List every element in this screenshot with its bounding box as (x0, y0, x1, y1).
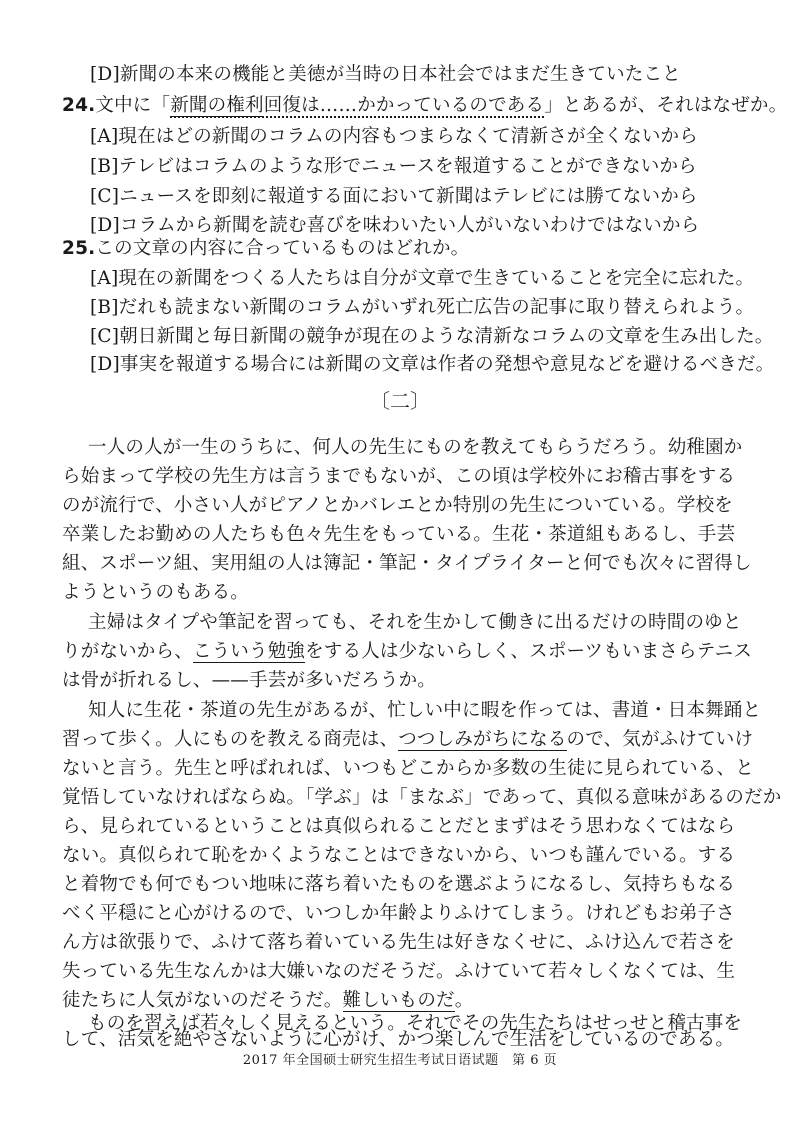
passage-p1-line5: 組、スポーツ組、実用組の人は簿記・筆記・タイプライターと何でも次々に習得し (62, 553, 752, 574)
q24-option-b: [B]テレビはコラムのような形でニュースを報道することができないから (90, 156, 697, 177)
page-footer: 2017 年全国硕士研究生招生考试日语试题 第 6 页 (242, 1053, 558, 1068)
passage-p3-line3: ないと言う。先生と呼ばれれば、いつもどこからか多数の生徒に見られている、と (62, 758, 754, 779)
passage-p2-line2-start: りがないから、 (62, 641, 193, 662)
q23-option-d: [D]新聞の本来の機能と美徳が当時の日本社会ではまだ生きていたこと (90, 64, 681, 85)
passage-underline-tsutsushimi: つつしみがちになる (398, 729, 567, 750)
passage-p2-line2 (62, 639, 752, 665)
passage-p1-line1: 一人の人が一生のうちに、何人の先生にものを教えてもらうだろう。幼稚園か (88, 437, 743, 458)
q25-option-a: [A]現在の新聞をつくる人たちは自分が文章で生きていることを完全に忘れた。 (90, 268, 755, 289)
q25-option-c: [C]朝日新聞と毎日新聞の競争が現在のような清新なコラムの文章を生み出した。 (90, 326, 774, 347)
passage-p3-line1: 知人に生花・茶道の先生があるが、忙しい中に暇を作っては、書道・日本舞踊と (88, 700, 762, 721)
q24-quote-part2: 回復は……かかっているのである (263, 95, 545, 116)
q24-stem-after: 」とあるが、それはなぜか。 (544, 95, 788, 116)
q24-stem-before: 文中に「 (95, 95, 171, 116)
q24-option-d: [D]コラムから新聞を読む喜びを味わいたい人がいないわけではないから (90, 215, 700, 236)
passage-p3-line5: ら、見られているということは真似られることだとまずはそう思わなくてはなら (62, 816, 736, 837)
q25-stem-text: この文章の内容に合っているものはどれか。 (95, 238, 470, 259)
passage-p1-line6: ようというのもある。 (62, 582, 250, 603)
passage-p3-line2-end: ので、気がふけていけ (566, 729, 754, 750)
passage-p4-line1: ものを習えば若々しく見えるという。それでその先生たちはせっせと稽古事を (88, 1013, 743, 1034)
q25-stem (62, 236, 469, 262)
q24-quote-part1 (170, 95, 544, 118)
passage-p3-line10: 失っている先生なんかは大嫌いなのだそうだ。ふけていて若々しくなくては、生 (62, 961, 736, 982)
section-title: 〔二〕 (370, 389, 430, 413)
passage-p3-line7: と着物でも何でもつい地味に落ち着いたものを選ぶようになるし、気持ちもなる (62, 874, 736, 895)
passage-p3-line2-start: 習って歩く。人にものを教える商売は、 (62, 729, 399, 750)
passage-p1-line3: のが流行で、小さい人がピアノとかバレエとか特別の先生についている。学校を (62, 495, 733, 516)
q25-option-d: [D]事実を報道する場合には新聞の文章は作者の発想や意見などを避けるべきだ。 (90, 354, 775, 375)
q25-number: 25. (62, 238, 96, 259)
passage-p3-line11-start: 徒たちに人気がないのだそうだ。 (62, 990, 343, 1011)
passage-p3-line6: ない。真似られて恥をかくようなことはできないから、いつも謹んでいる。する (62, 845, 736, 866)
passage-p3-line11-end: 。 (454, 990, 474, 1011)
passage-underline-muzukashii: 難しいものだ (342, 990, 455, 1011)
passage-p1-line4: 卒業したお勤めの人たちも色々先生をもっている。生花・茶道組もあるし、手芸 (62, 524, 736, 545)
passage-p3-line4: 覚悟していなければならぬ。「学ぶ」は「まなぶ」であって、真似る意味があるのだか (62, 787, 782, 808)
passage-p3-line2 (62, 727, 753, 753)
passage-p2-line3: は骨が折れるし、——手芸が多いだろうか。 (62, 670, 437, 691)
q24-quote-underlined: 新聞の権利 (170, 95, 264, 116)
q25-option-b: [B]だれも読まない新聞のコラムがいずれ死亡広告の記事に取り替えられよう。 (90, 297, 755, 318)
q24-option-a: [A]現在はどの新聞のコラムの内容もつまらなくて清新さが全くないから (90, 126, 698, 147)
passage-underline-koiu-benkyo: こういう勉強 (192, 641, 306, 662)
passage-p3-line8: べく平穏にと心がけるので、いつしか年齢よりふけてしまう。けれどもお弟子さ (62, 903, 735, 924)
passage-p4-line2: して、活気を絶やさないように心がけ、かつ楽しんで生活をしているのである。 (62, 1029, 735, 1050)
q24-number: 24. (62, 95, 96, 116)
passage-p2-line1: 主婦はタイプや筆記を習っても、それを生かして働きに出るだけの時間のゆと (88, 612, 742, 633)
passage-p1-line2: ら始まって学校の先生方は言うまでもないが、この頃は学校外にお稽古事をする (62, 466, 736, 487)
q24-stem (62, 93, 787, 119)
q24-option-c: [C]ニュースを即刻に報道する面において新聞はテレビには勝てないから (90, 186, 698, 207)
passage-p2-line2-end: をする人は少ないらしく、スポーツもいまさらテニス (305, 641, 753, 662)
passage-p3-line9: ん方は欲張りで、ふけて落ち着いている先生は好きなくせに、ふけ込んで若さを (62, 932, 735, 953)
